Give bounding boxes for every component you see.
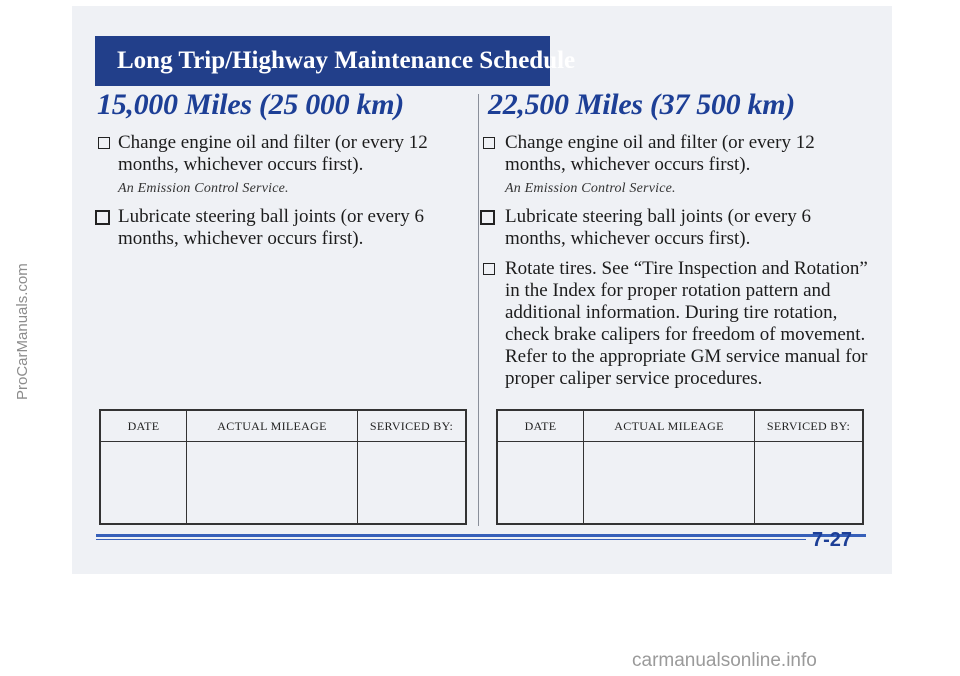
page-number: 7-27: [812, 529, 853, 551]
log-header: DATE: [101, 411, 186, 442]
interval-15000: [95, 88, 470, 258]
service-item: [480, 258, 870, 390]
service-text: Lubricate steering ball joints (or every 6 months, whichever occurs first).: [505, 206, 812, 249]
log-entry-cell: [584, 442, 754, 523]
log-entry-cell: [187, 442, 357, 523]
footer-rule-thin: [96, 539, 806, 540]
log-column-serviced-by: [357, 411, 465, 523]
log-header: SERVICED BY:: [755, 411, 862, 442]
log-column-date: [101, 411, 186, 523]
checkbox-icon: [483, 137, 495, 149]
log-header: ACTUAL MILEAGE: [584, 411, 754, 442]
service-log-table: [99, 409, 467, 525]
interval-heading: 22,500 Miles (37 500 km): [488, 88, 795, 121]
checkbox-icon: [98, 137, 110, 149]
log-column-mileage: [583, 411, 754, 523]
log-header: ACTUAL MILEAGE: [187, 411, 357, 442]
service-text: Change engine oil and filter (or every 12 months, whichever occurs first).: [505, 132, 815, 175]
log-column-serviced-by: [754, 411, 862, 523]
log-entry-cell: [498, 442, 583, 523]
log-header: DATE: [498, 411, 583, 442]
log-header: SERVICED BY:: [358, 411, 465, 442]
service-text: Lubricate steering ball joints (or every 6 months, whichever occurs first).: [118, 206, 425, 249]
service-item: [95, 206, 470, 250]
emission-note: An Emission Control Service.: [118, 181, 289, 196]
checkbox-icon: [483, 263, 495, 275]
service-log-table: [496, 409, 864, 525]
service-text: Change engine oil and filter (or every 12 months, whichever occurs first).: [118, 132, 428, 175]
emission-note: An Emission Control Service.: [505, 181, 676, 196]
interval-22500: [480, 88, 870, 398]
footer-rule: [96, 534, 866, 537]
log-entry-cell: [755, 442, 862, 523]
service-text: Rotate tires. See “Tire Inspection and Rotation” in the Index for proper rotation pattern and additional information. During tire rotation, check brake calipers for freedom of movement. Refer to the appropriate GM service manual for proper caliper service procedures.: [505, 258, 868, 389]
checkbox-icon: [95, 210, 110, 225]
checkbox-icon: [480, 210, 495, 225]
service-item: [480, 206, 870, 250]
column-divider: [478, 94, 479, 526]
service-item: [480, 132, 870, 176]
interval-heading: 15,000 Miles (25 000 km): [97, 88, 404, 121]
log-column-mileage: [186, 411, 357, 523]
site-watermark: carmanualsonline.info: [632, 650, 817, 671]
log-entry-cell: [101, 442, 186, 523]
section-banner: Long Trip/Highway Maintenance Schedule: [95, 36, 550, 86]
side-watermark: ProCarManuals.com: [14, 263, 31, 400]
service-item: [95, 132, 470, 176]
log-entry-cell: [358, 442, 465, 523]
log-column-date: [498, 411, 583, 523]
